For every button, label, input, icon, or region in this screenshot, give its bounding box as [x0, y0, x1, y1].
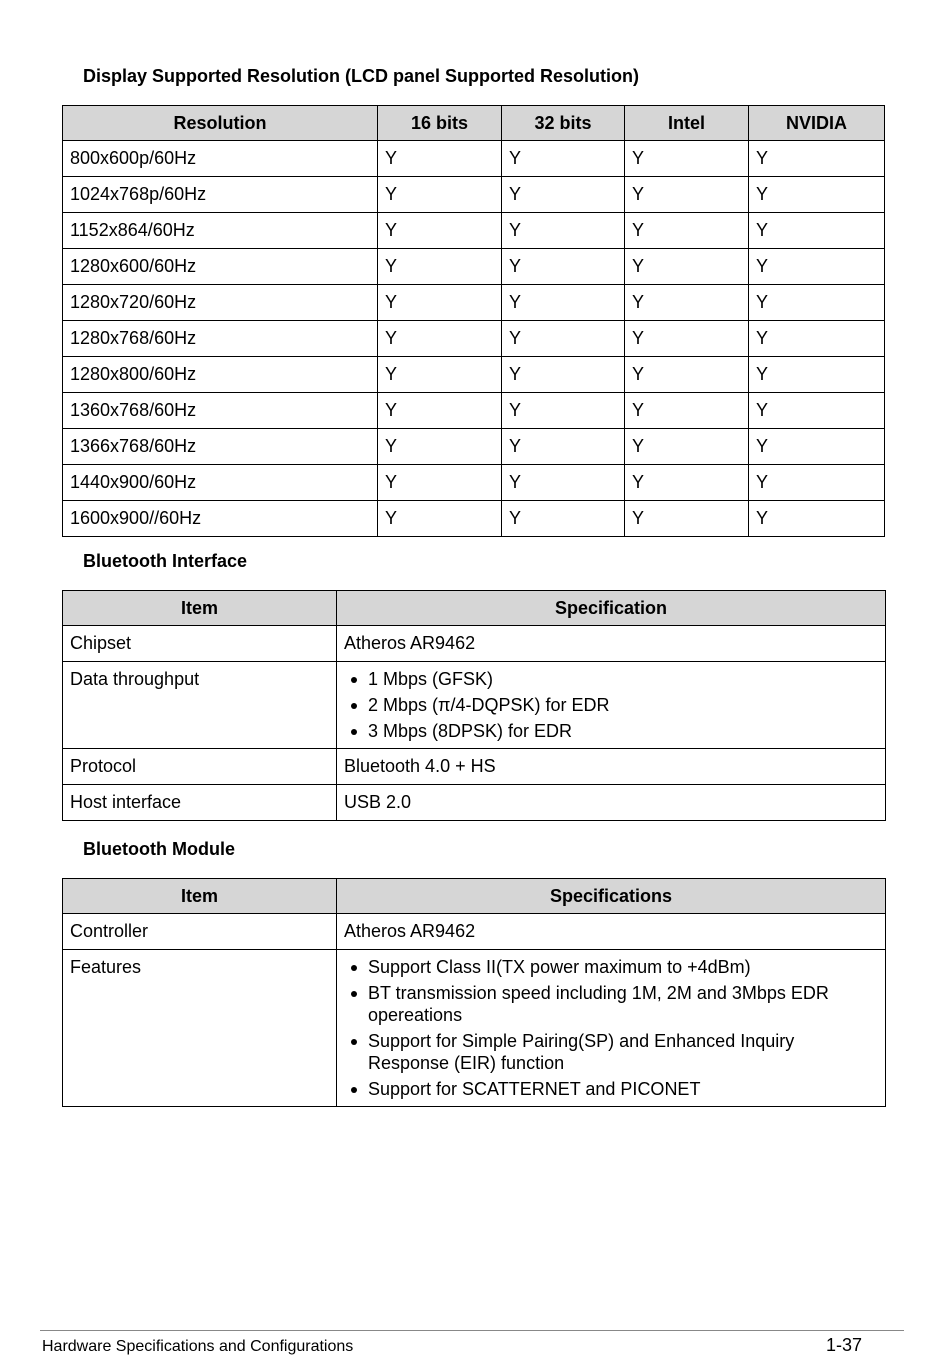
intel-cell: Y: [625, 177, 749, 213]
32-bits-cell: Y: [502, 285, 625, 321]
table-header-row: [63, 106, 885, 141]
item-cell: Features: [63, 950, 337, 1107]
16-bits-cell: Y: [378, 465, 502, 501]
32-bits-cell: Y: [502, 177, 625, 213]
table-row: [63, 393, 885, 429]
table-row: [63, 749, 886, 785]
32-bits-cell: Y: [502, 357, 625, 393]
table-row: [63, 249, 885, 285]
16-bits-cell: Y: [378, 429, 502, 465]
item-cell: Host interface: [63, 785, 337, 821]
16-bits-cell: Y: [378, 501, 502, 537]
resolution-cell: 1280x800/60Hz: [63, 357, 378, 393]
16-bits-cell: Y: [378, 177, 502, 213]
nvidia-cell: Y: [749, 465, 885, 501]
16-bits-cell: Y: [378, 213, 502, 249]
32-bits-cell: Y: [502, 393, 625, 429]
intel-cell: Y: [625, 249, 749, 285]
intel-cell: Y: [625, 285, 749, 321]
intel-cell: Y: [625, 465, 749, 501]
table-row: [63, 465, 885, 501]
bluetooth-interface-title: Bluetooth Interface: [83, 551, 248, 571]
table-row: [63, 429, 885, 465]
16-bits-cell: Y: [378, 393, 502, 429]
column-header-item: Item: [63, 879, 337, 914]
resolution-section-title: Display Supported Resolution (LCD panel Supported Resolution): [83, 66, 640, 86]
table-row: [63, 785, 886, 821]
resolution-cell: 1440x900/60Hz: [63, 465, 378, 501]
resolution-table: [62, 105, 885, 537]
32-bits-cell: Y: [502, 321, 625, 357]
16-bits-cell: Y: [378, 285, 502, 321]
table-row: [63, 914, 886, 950]
nvidia-cell: Y: [749, 249, 885, 285]
table-row: [63, 213, 885, 249]
table-header-row: [63, 879, 886, 914]
column-header-32-bits: 32 bits: [502, 106, 625, 141]
16-bits-cell: Y: [378, 357, 502, 393]
intel-cell: Y: [625, 357, 749, 393]
table-row: [63, 285, 885, 321]
column-header-16-bits: 16 bits: [378, 106, 502, 141]
list-item: 2 Mbps (π/4-DQPSK) for EDR: [344, 694, 878, 716]
bluetooth-module-title: Bluetooth Module: [83, 839, 235, 859]
table-header-row: [63, 591, 886, 626]
table-row: [63, 321, 885, 357]
nvidia-cell: Y: [749, 357, 885, 393]
resolution-cell: 1280x768/60Hz: [63, 321, 378, 357]
bluetooth-module-table: [62, 878, 886, 1107]
value-cell: Bluetooth 4.0 + HS: [337, 749, 886, 785]
bullet-list: [344, 956, 878, 1100]
intel-cell: Y: [625, 141, 749, 177]
32-bits-cell: Y: [502, 501, 625, 537]
32-bits-cell: Y: [502, 429, 625, 465]
32-bits-cell: Y: [502, 213, 625, 249]
table-row: [63, 950, 886, 1107]
intel-cell: Y: [625, 393, 749, 429]
column-header-resolution: Resolution: [63, 106, 378, 141]
page-number: 1-37: [825, 1335, 862, 1355]
intel-cell: Y: [625, 213, 749, 249]
value-cell: Atheros AR9462: [337, 626, 886, 662]
value-cell: USB 2.0: [337, 785, 886, 821]
item-cell: Protocol: [63, 749, 337, 785]
bluetooth-interface-table: [62, 590, 886, 821]
value-cell: [337, 662, 886, 749]
resolution-cell: 800x600p/60Hz: [63, 141, 378, 177]
intel-cell: Y: [625, 429, 749, 465]
column-header-intel: Intel: [625, 106, 749, 141]
nvidia-cell: Y: [749, 321, 885, 357]
column-header-item: Item: [63, 591, 337, 626]
value-cell: [337, 950, 886, 1107]
16-bits-cell: Y: [378, 141, 502, 177]
table-row: [63, 626, 886, 662]
nvidia-cell: Y: [749, 393, 885, 429]
resolution-cell: 1366x768/60Hz: [63, 429, 378, 465]
bullet-list: [344, 668, 878, 742]
16-bits-cell: Y: [378, 249, 502, 285]
nvidia-cell: Y: [749, 177, 885, 213]
footer-title: Hardware Specifications and Configurations: [42, 1338, 354, 1355]
list-item: Support for Simple Pairing(SP) and Enhanced Inquiry Response (EIR) function: [344, 1030, 878, 1074]
footer-divider: [40, 1330, 904, 1331]
value-cell: Atheros AR9462: [337, 914, 886, 950]
32-bits-cell: Y: [502, 141, 625, 177]
item-cell: Controller: [63, 914, 337, 950]
intel-cell: Y: [625, 321, 749, 357]
nvidia-cell: Y: [749, 285, 885, 321]
table-row: [63, 177, 885, 213]
list-item: Support Class II(TX power maximum to +4dBm): [344, 956, 878, 978]
table-row: [63, 662, 886, 749]
table-row: [63, 141, 885, 177]
item-cell: Chipset: [63, 626, 337, 662]
resolution-cell: 1024x768p/60Hz: [63, 177, 378, 213]
item-cell: Data throughput: [63, 662, 337, 749]
list-item: 1 Mbps (GFSK): [344, 668, 878, 690]
list-item: 3 Mbps (8DPSK) for EDR: [344, 720, 878, 742]
nvidia-cell: Y: [749, 213, 885, 249]
resolution-cell: 1360x768/60Hz: [63, 393, 378, 429]
resolution-cell: 1280x720/60Hz: [63, 285, 378, 321]
resolution-cell: 1600x900//60Hz: [63, 501, 378, 537]
resolution-cell: 1280x600/60Hz: [63, 249, 378, 285]
table-row: [63, 501, 885, 537]
32-bits-cell: Y: [502, 249, 625, 285]
column-header-specification: Specification: [337, 591, 886, 626]
nvidia-cell: Y: [749, 429, 885, 465]
nvidia-cell: Y: [749, 141, 885, 177]
32-bits-cell: Y: [502, 465, 625, 501]
column-header-specifications: Specifications: [337, 879, 886, 914]
table-row: [63, 357, 885, 393]
column-header-nvidia: NVIDIA: [749, 106, 885, 141]
nvidia-cell: Y: [749, 501, 885, 537]
list-item: Support for SCATTERNET and PICONET: [344, 1078, 878, 1100]
resolution-cell: 1152x864/60Hz: [63, 213, 378, 249]
16-bits-cell: Y: [378, 321, 502, 357]
list-item: BT transmission speed including 1M, 2M and 3Mbps EDR opereations: [344, 982, 878, 1026]
intel-cell: Y: [625, 501, 749, 537]
